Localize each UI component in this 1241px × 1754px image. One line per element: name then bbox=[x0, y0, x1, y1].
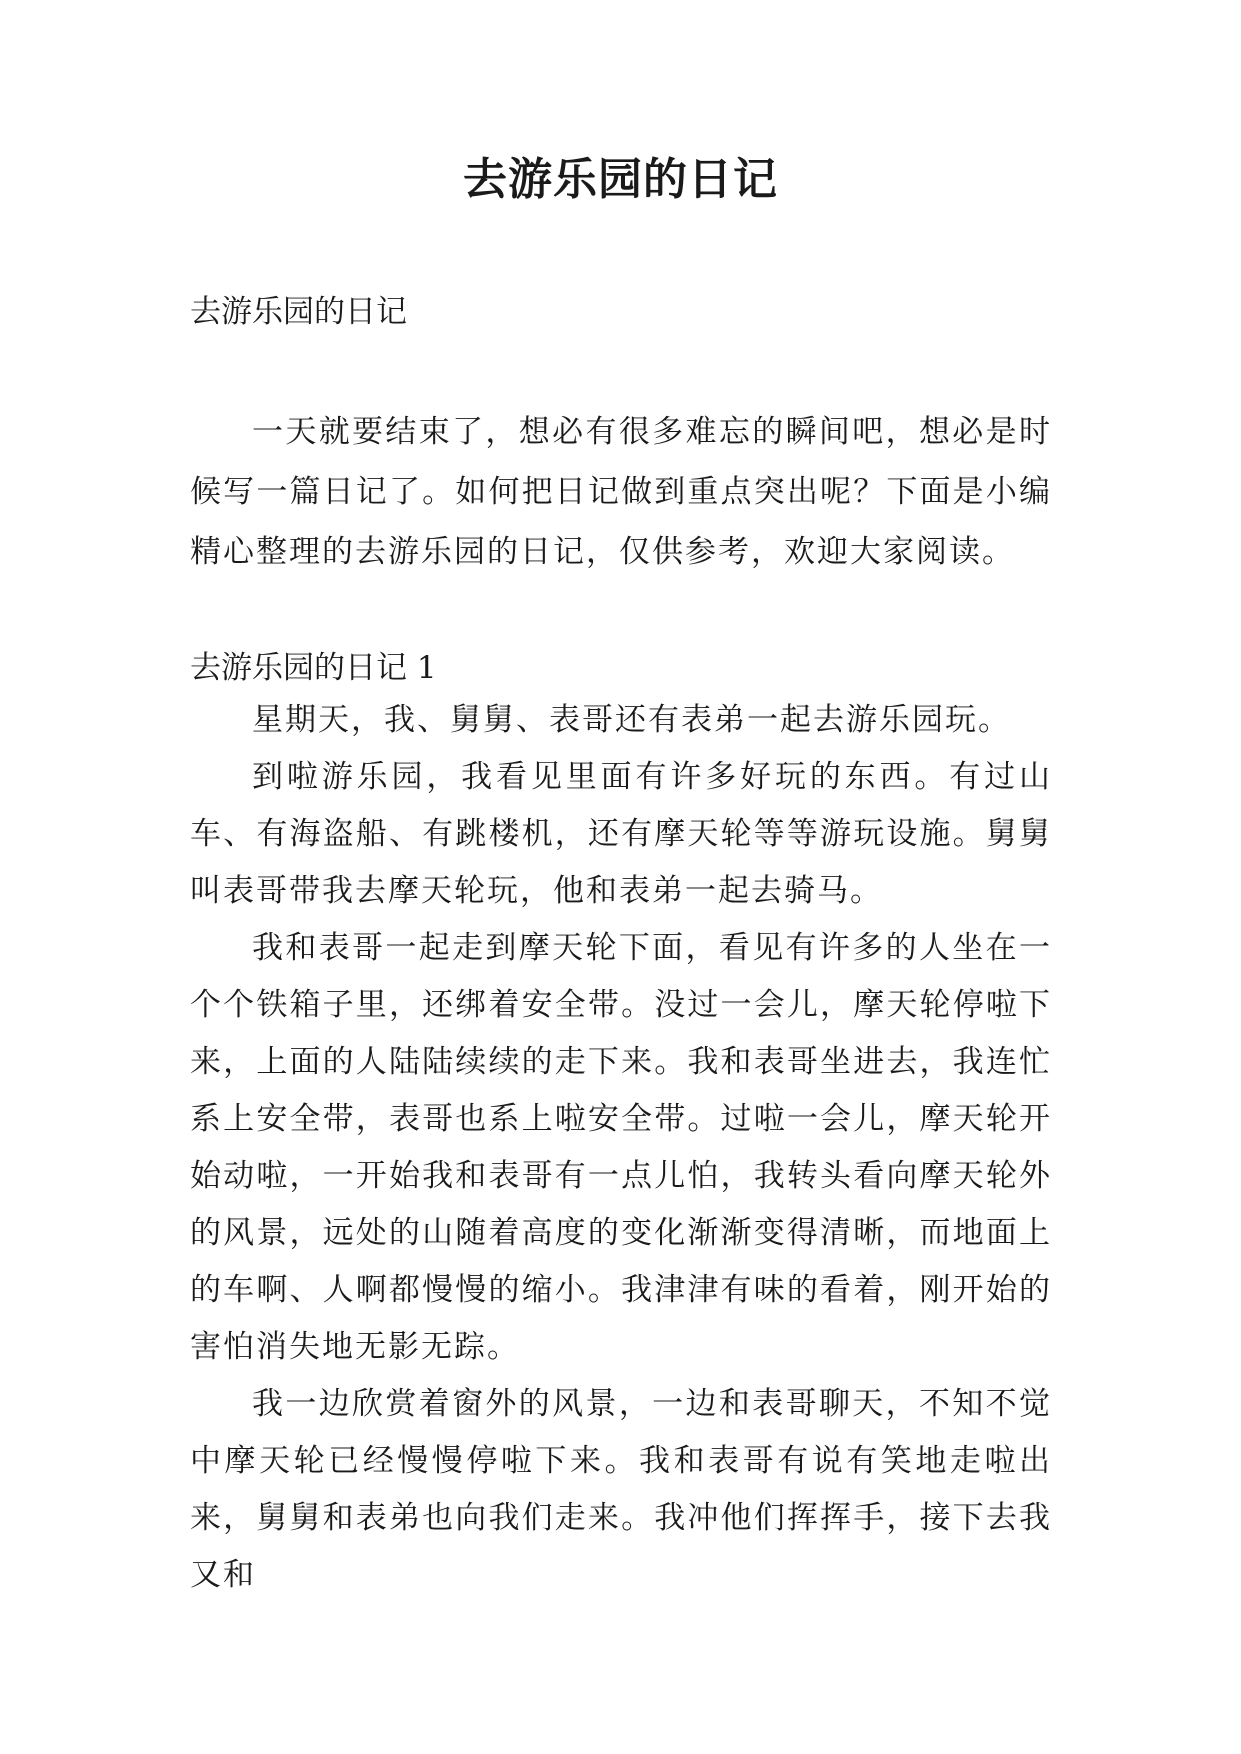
body-paragraph: 我和表哥一起走到摩天轮下面，看见有许多的人坐在一个个铁箱子里，还绑着安全带。没过一会儿，摩天轮停啦下来，上面的人陆陆续续的走下来。我和表哥坐进去，我连忙系上安全带，表哥也系上啦安全带。过啦一会儿，摩天轮开始动啦，一开始我和表哥有一点儿怕，我转头看向摩天轮外的风景，远处的山随着高度的变化渐渐变得清晰，而地面上的车啊、人啊都慢慢的缩小。我津津有味的看着，刚开始的害怕消失地无影无踪。 bbox=[190, 930, 1052, 1365]
section-heading: 去游乐园的日记 1 bbox=[190, 650, 437, 686]
diary-body bbox=[190, 692, 1052, 1604]
body-paragraph: 我一边欣赏着窗外的风景，一边和表哥聊天，不知不觉中摩天轮已经慢慢停啦下来。我和表哥有说有笑地走啦出来，舅舅和表弟也向我们走来。我冲他们挥挥手，接下去我又和 bbox=[190, 1386, 1052, 1593]
document-subtitle: 去游乐园的日记 bbox=[190, 294, 407, 330]
body-paragraph: 到啦游乐园，我看见里面有许多好玩的东西。有过山车、有海盗船、有跳楼机，还有摩天轮等等游玩设施。舅舅叫表哥带我去摩天轮玩，他和表弟一起去骑马。 bbox=[190, 759, 1052, 909]
document-title: 去游乐园的日记 bbox=[463, 154, 778, 205]
intro-paragraph: 一天就要结束了，想必有很多难忘的瞬间吧，想必是时候写一篇日记了。如何把日记做到重点突出呢？下面是小编精心整理的去游乐园的日记，仅供参考，欢迎大家阅读。 bbox=[190, 414, 1052, 570]
body-paragraph: 星期天，我、舅舅、表哥还有表弟一起去游乐园玩。 bbox=[252, 702, 1011, 738]
